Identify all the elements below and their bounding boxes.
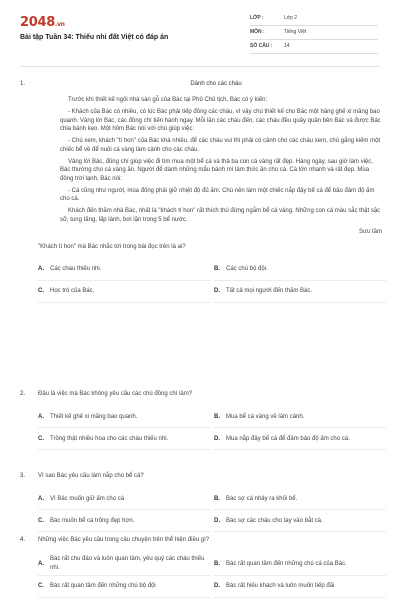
option-letter: C.	[38, 517, 44, 524]
option-letter: A.	[38, 495, 44, 502]
option-text: Các cháu thiếu nhi.	[50, 266, 102, 273]
question-3	[20, 472, 380, 532]
meta-key: LỚP :	[250, 15, 264, 21]
answer-option-b[interactable]	[214, 488, 386, 510]
option-letter: C.	[38, 583, 44, 590]
answer-option-c[interactable]	[38, 510, 210, 532]
site-logo[interactable]	[20, 14, 65, 32]
option-text: Tất cả mọi người đến thăm Bác.	[226, 288, 312, 295]
option-text: Bác sợ cá nhảy ra khỏi bể.	[226, 495, 298, 502]
question-number: 4.	[20, 537, 26, 543]
question-1	[20, 80, 380, 303]
answer-option-a[interactable]	[38, 488, 210, 510]
option-text: Trồng thật nhiều hoa cho các cháu thiếu nhi.	[50, 435, 169, 442]
option-text: Học trò của Bác.	[50, 288, 95, 295]
option-letter: C.	[38, 288, 44, 295]
option-letter: D.	[214, 583, 220, 590]
option-letter: D.	[214, 288, 220, 295]
passage-paragraph: Khách đến thăm nhà Bác, nhất là "khách tí hon" rất thích thú đứng ngắm bể cá vàng. Những con cá màu sắc thật sặc sỡ, tung tăng, lấp lánh, bơi lặn trong 5 bể nước.	[60, 207, 381, 223]
question-text: Vì sao Bác yêu cầu làm nắp cho bể cá?	[38, 473, 144, 479]
answer-option-c[interactable]	[38, 281, 210, 303]
answer-option-b[interactable]	[214, 406, 386, 428]
answer-option-d[interactable]	[214, 510, 386, 532]
meta-row-subject	[250, 26, 378, 40]
option-letter: C.	[38, 435, 44, 442]
answer-option-a[interactable]	[38, 259, 210, 281]
answer-option-b[interactable]	[214, 259, 386, 281]
option-text: Bác rất chu đáo và luôn quan tâm, yêu quý các cháu thiếu nhi.	[50, 556, 205, 571]
meta-row-count	[250, 40, 378, 54]
passage-paragraph: - Khách của Bác có nhiều, có lúc Bác phải tiếp đông các cháu, vì vậy chú thiết kế cho Bác một hàng ghế xi măng bao quanh. Vàng lời Bác, các đồng chí tiến hành ngay. Mỗi lần các cháu đến, các cháu đều quây quần bên Bác và được Bác chia bánh kẹo. Một hôm Bác nói với chú giúp việc:	[60, 109, 381, 133]
option-text: Vì Bác muốn giữ ấm cho cá	[50, 495, 125, 502]
option-text: Mua nắp đậy bể cá để đảm bảo độ ấm cho cá.	[226, 435, 350, 442]
answer-option-b[interactable]	[214, 552, 386, 576]
option-letter: B.	[214, 266, 220, 273]
answer-option-d[interactable]	[214, 576, 386, 598]
option-letter: B.	[214, 413, 220, 420]
answer-option-a[interactable]	[38, 406, 210, 428]
logo-suffix: .vn	[54, 21, 65, 28]
meta-key: MÔN :	[250, 29, 265, 35]
answer-options	[38, 552, 380, 598]
option-text: Mua bể cá vàng về làm cảnh.	[226, 413, 305, 420]
question-text: Đâu là việc mà Bác không yêu cầu các chú đồng chí làm?	[38, 391, 193, 397]
passage-source: Sưu tầm	[358, 229, 382, 236]
question-number: 3.	[20, 473, 26, 479]
passage-title: Dành cho các cháu	[190, 81, 242, 87]
passage-paragraph: - Cá cũng như người, mùa đông phải giữ nhiệt độ đủ ấm. Chú nên làm một chiếc nắp đậy bể cá để bảo đảm độ ấm cho cá.	[60, 187, 375, 203]
option-letter: A.	[38, 413, 44, 420]
question-text: "Khách tí hon" mà Bác nhắc tới trong bài đọc trên là ai?	[38, 243, 186, 250]
option-letter: A.	[38, 560, 44, 567]
answer-options	[38, 259, 380, 303]
option-letter: A.	[38, 266, 44, 273]
meta-table	[250, 12, 378, 54]
page-header	[0, 0, 400, 64]
answer-options	[38, 406, 380, 450]
meta-row-class	[250, 12, 378, 26]
passage-paragraph: - Chú xem, khách "tí hon" của Bác khá nhiều, để các cháu vui thì phải có cảnh cho các cháu xem, chú gắng kiếm một chiếc bể về để nuôi cá vàng làm cảnh cho các cháu.	[60, 138, 381, 153]
question-text: Những việc Bác yêu cầu trong câu chuyện trên thể hiện điều gì?	[38, 537, 210, 543]
option-text: Bác rất hiếu khách và luôn muốn tiếp đãi	[226, 583, 335, 590]
meta-value: Lớp 2	[284, 15, 298, 21]
meta-value: Tiếng Việt	[284, 29, 307, 35]
option-text: Bác rất quan tâm đến những chú cá của Bác.	[226, 560, 347, 567]
meta-key: SỐ CÂU :	[250, 43, 273, 49]
option-letter: D.	[214, 435, 220, 442]
passage-paragraph: Trước khi thiết kế ngôi nhà sàn gỗ của Bác tại Phủ Chủ tịch, Bác có ý kiến:	[68, 97, 268, 104]
option-text: Bác sợ các cháu cho tay vào bắt cá.	[226, 517, 323, 524]
question-number: 1.	[20, 81, 26, 87]
answer-option-d[interactable]	[214, 428, 386, 450]
passage-paragraph: Vâng lời Bác, đồng chí giúp việc đi tìm mua một bể cá và thả ba con cá vàng rất đẹp. Hàng ngày, sau giờ làm việc, Bác thường cho cá vàng ăn. Người để dành những mẩu bánh mì làm thức ăn cho cá. Cá lớn nhanh và rất đẹp. Mùa đông trời lạnh, Bác nói:	[60, 158, 373, 182]
option-text: Bác rất quan tâm đến những chú bộ đội	[50, 583, 156, 590]
option-text: Thiết kế ghế xi măng bao quanh.	[50, 413, 138, 420]
meta-value: 14	[284, 43, 290, 49]
option-text: Các chú bộ đội.	[226, 266, 268, 273]
answer-option-c[interactable]	[38, 428, 210, 450]
logo-main: 2048	[20, 15, 55, 30]
question-4	[20, 536, 380, 598]
option-letter: B.	[214, 560, 220, 567]
question-2	[20, 390, 380, 450]
option-text: Bác muốn bể cá trông đẹp hơn.	[50, 517, 135, 524]
answer-option-a[interactable]	[38, 552, 210, 576]
question-number: 2.	[20, 391, 26, 397]
answer-options	[38, 488, 380, 532]
header-divider	[20, 66, 380, 67]
answer-option-d[interactable]	[214, 281, 386, 303]
option-letter: B.	[214, 495, 220, 502]
passage	[60, 96, 382, 236]
answer-option-c[interactable]	[38, 576, 210, 598]
option-letter: D.	[214, 517, 220, 524]
page-title: Bài tập Tuần 34: Thiếu nhi đất Việt có đáp án	[20, 34, 169, 41]
